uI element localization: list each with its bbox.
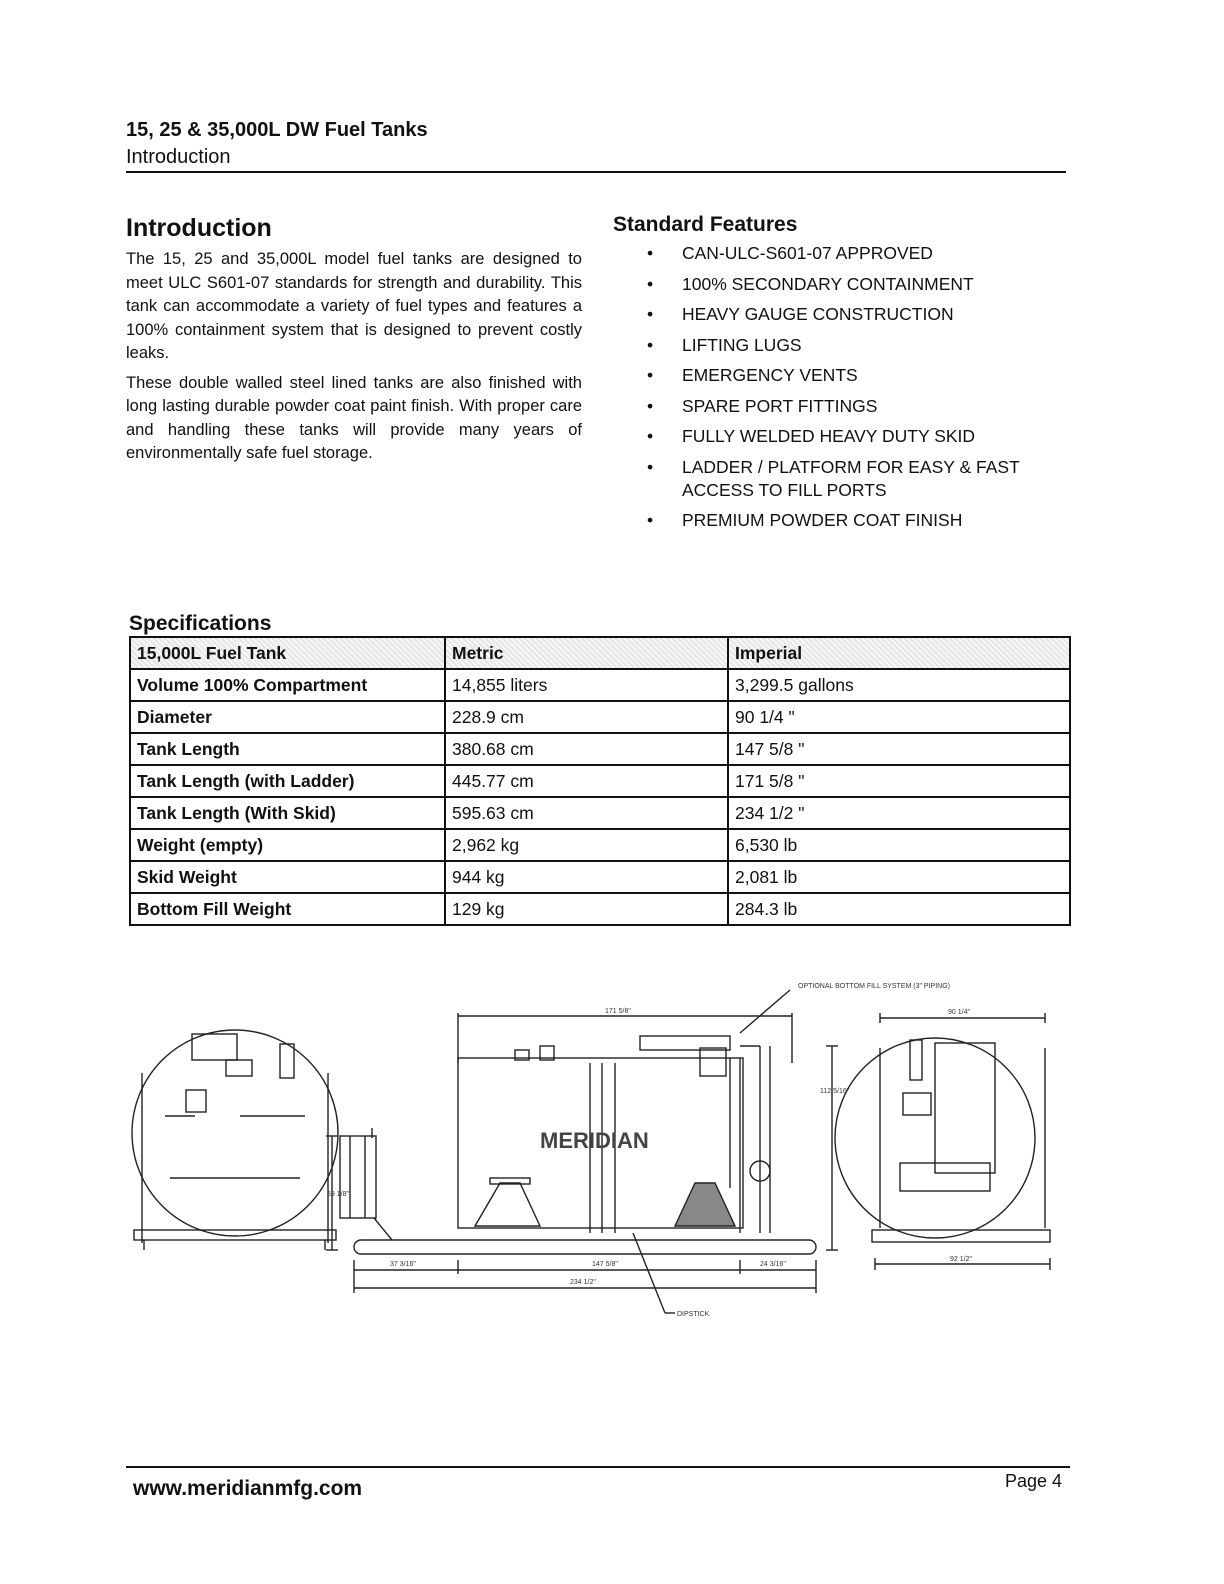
bullet-icon: •	[647, 243, 654, 263]
end-view-left-drawing	[132, 1030, 338, 1250]
spec-label: Tank Length (with Ladder)	[130, 765, 445, 797]
end-view-right-drawing	[835, 1013, 1050, 1270]
callout-bottom-fill: OPTIONAL BOTTOM FILL SYSTEM (3" PIPING)	[798, 983, 950, 990]
website-url: www.meridianmfg.com	[133, 1477, 363, 1500]
spec-metric: 2,962 kg	[445, 829, 728, 861]
specifications-table	[129, 636, 1071, 926]
dimension-label: 171 5/8"	[605, 1008, 631, 1015]
spec-label: Diameter	[130, 701, 445, 733]
introduction-heading: Introduction	[126, 214, 272, 242]
spec-metric: 595.63 cm	[445, 797, 728, 829]
dimension-label: 112 5/16"	[820, 1088, 850, 1095]
spec-label: Skid Weight	[130, 861, 445, 893]
spec-imperial: 2,081 lb	[728, 861, 1070, 893]
dimension-label: 24 3/16"	[760, 1261, 786, 1268]
spec-imperial: 147 5/8 "	[728, 733, 1070, 765]
spec-imperial: 6,530 lb	[728, 829, 1070, 861]
spec-metric: 944 kg	[445, 861, 728, 893]
page-number: Page 4	[1005, 1471, 1063, 1491]
table-header-row	[130, 637, 1070, 669]
column-header: 15,000L Fuel Tank	[130, 637, 445, 669]
spec-imperial: 234 1/2 "	[728, 797, 1070, 829]
dimension-label: 92 1/2"	[950, 1256, 972, 1263]
specifications-heading: Specifications	[129, 612, 272, 635]
bullet-icon: •	[647, 456, 654, 477]
table-row	[130, 701, 1070, 733]
table-row	[130, 669, 1070, 701]
spec-label: Tank Length	[130, 733, 445, 765]
table-row	[130, 797, 1070, 829]
introduction-paragraph: These double walled steel lined tanks are also finished with long lasting durable powder coat paint finish. With proper care and handling these tanks will provide many years of environmentally safe fuel storage.	[126, 373, 582, 462]
brand-logo: MERIDIAN	[540, 1128, 649, 1153]
spec-imperial: 284.3 lb	[728, 893, 1070, 925]
callout-dipstick: DIPSTICK	[677, 1311, 710, 1318]
document-title: 15, 25 & 35,000L DW Fuel Tanks	[126, 119, 428, 141]
page-header	[126, 118, 1066, 170]
bullet-icon: •	[647, 273, 654, 294]
spec-metric: 129 kg	[445, 893, 728, 925]
header-divider	[126, 171, 1066, 173]
spec-metric: 14,855 liters	[445, 669, 728, 701]
spec-metric: 380.68 cm	[445, 733, 728, 765]
document-section: Introduction	[126, 146, 231, 168]
bullet-icon: •	[647, 510, 654, 530]
feature-item: • LADDER / PLATFORM FOR EASY & FAST ACCESS TO FILL PORTS	[647, 456, 1020, 500]
bullet-icon: •	[647, 334, 654, 355]
spec-imperial: 171 5/8 "	[728, 765, 1070, 797]
feature-item: • SPARE PORT FITTINGS	[647, 395, 878, 416]
dimension-label: 147 5/8"	[592, 1261, 618, 1268]
bullet-icon: •	[647, 365, 654, 385]
spec-label: Volume 100% Compartment	[130, 669, 445, 701]
table-row	[130, 861, 1070, 893]
spec-imperial: 90 1/4 "	[728, 701, 1070, 733]
column-header: Imperial	[728, 637, 1070, 669]
table-row	[130, 893, 1070, 925]
tank-technical-drawing	[120, 968, 1060, 1338]
feature-item: • FULLY WELDED HEAVY DUTY SKID	[647, 426, 976, 446]
introduction-section	[126, 212, 582, 472]
feature-item: • PREMIUM POWDER COAT FINISH	[647, 510, 963, 530]
spec-metric: 228.9 cm	[445, 701, 728, 733]
standard-features-heading: Standard Features	[613, 213, 798, 236]
spec-label: Tank Length (With Skid)	[130, 797, 445, 829]
table-row	[130, 765, 1070, 797]
feature-item: • CAN-ULC-S601-07 APPROVED	[647, 243, 933, 263]
column-header: Metric	[445, 637, 728, 669]
feature-item: • HEAVY GAUGE CONSTRUCTION	[647, 304, 954, 324]
introduction-paragraph: The 15, 25 and 35,000L model fuel tanks are designed to meet ULC S601-07 standards for strength and durability. This tank can accommodate a variety of fuel types and features a 100% containment system that is designed to prevent costly leaks.	[126, 250, 582, 362]
standard-features-section	[613, 211, 1073, 540]
dimension-label: 59 1/8"	[327, 1191, 349, 1198]
bullet-icon: •	[647, 304, 654, 324]
feature-item: • LIFTING LUGS	[647, 334, 802, 355]
spec-metric: 445.77 cm	[445, 765, 728, 797]
spec-label: Weight (empty)	[130, 829, 445, 861]
features-list	[613, 242, 1073, 532]
dimension-label: 37 3/16"	[390, 1261, 416, 1268]
bullet-icon: •	[647, 426, 654, 446]
table-row	[130, 829, 1070, 861]
feature-item: • EMERGENCY VENTS	[647, 365, 858, 385]
dimension-label: 234 1/2"	[570, 1279, 596, 1286]
table-row	[130, 733, 1070, 765]
dimension-label: 90 1/4"	[948, 1009, 970, 1016]
footer-divider	[126, 1466, 1070, 1468]
spec-imperial: 3,299.5 gallons	[728, 669, 1070, 701]
feature-item: • 100% SECONDARY CONTAINMENT	[647, 273, 974, 294]
spec-label: Bottom Fill Weight	[130, 893, 445, 925]
bullet-icon: •	[647, 395, 654, 416]
